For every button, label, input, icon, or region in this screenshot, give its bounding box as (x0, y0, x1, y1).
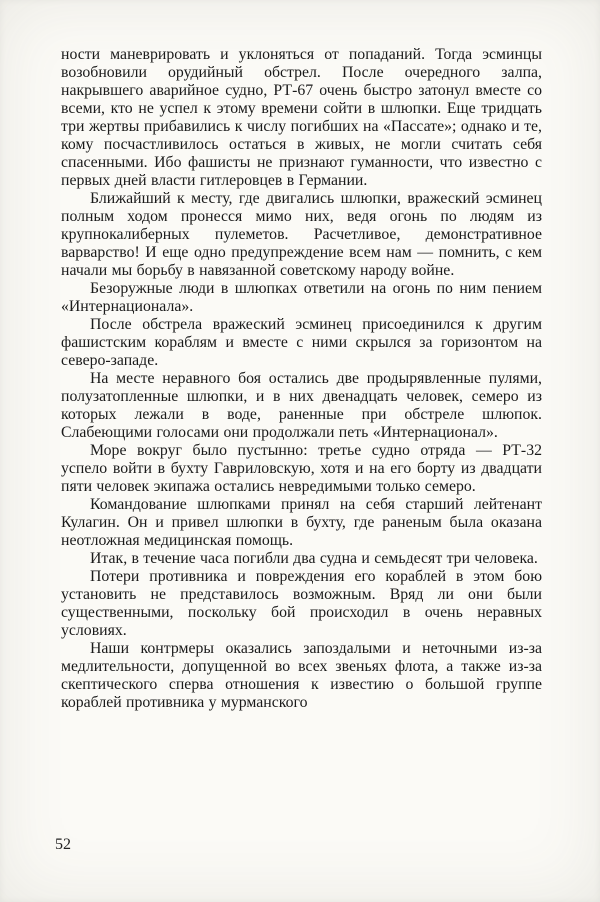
paragraph: Итак, в течение часа погибли два судна и семьдесят три человека. (90, 550, 538, 567)
paragraph: ности маневрировать и уклоняться от попаданий. Тогда эсминцы возобновили орудийный обстрел. После очередного залпа, накрывшего аварийное судно, РТ-67 очень быстро затонул вместе со всеми, кто не успел к этому времени сойти в шлюпки. Еще тридцать три жертвы прибавились к числу погибших на «Пассате»; однако и те, кому посчастливилось остаться в живых, не могли считать себя спасенными. Ибо фашисты не признают гуманности, что известно с первых дней власти гитлеровцев в Германии. (61, 46, 542, 189)
paragraph: Командование шлюпками принял на себя старший лейтенант Кулагин. Он и привел шлюпки в бухту, где раненым была оказана неотложная медицинская помощь. (61, 496, 542, 549)
paragraph: Безоружные люди в шлюпках ответили на огонь по ним пением «Интернационала». (61, 280, 542, 315)
paragraph: Море вокруг было пустынно: третье судно отряда — РТ-32 успело войти в бухту Гавриловскую, хотя и на его борту из двадцати пяти человек экипажа остались невредимыми только семеро. (61, 442, 542, 495)
paragraph: После обстрела вражеский эсминец присоединился к другим фашистским кораблям и вместе с ними скрылся за горизонтом на северо-западе. (61, 316, 542, 369)
text-block (61, 46, 542, 712)
paragraph: Наши контрмеры оказались запоздалыми и неточными из-за медлительности, допущенной во всех звеньях флота, а также из-за скептического сперва отношения к известию о большой группе кораблей противника у мурманского (61, 640, 542, 711)
paragraph: Потери противника и повреждения его кораблей в этом бою установить не представилось возможным. Вряд ли они были существенными, поскольку бой происходил в очень неравных условиях. (61, 568, 542, 639)
paragraph: На месте неравного боя остались две продырявленные пулями, полузатопленные шлюпки, и в них двенадцать человек, семеро из которых лежали в воде, раненные при обстреле шлюпок. Слабеющими голосами они продолжали петь «Интернационал». (61, 370, 542, 441)
page-number: 52 (55, 836, 71, 853)
paragraph: Ближайший к месту, где двигались шлюпки, вражеский эсминец полным ходом пронесся мимо них, ведя огонь по людям из крупнокалиберных пулеметов. Расчетливое, демонстративное варварство! И еще одно предупреждение всем нам — помнить, с кем начали мы борьбу в навязанной советскому народу войне. (61, 190, 542, 279)
